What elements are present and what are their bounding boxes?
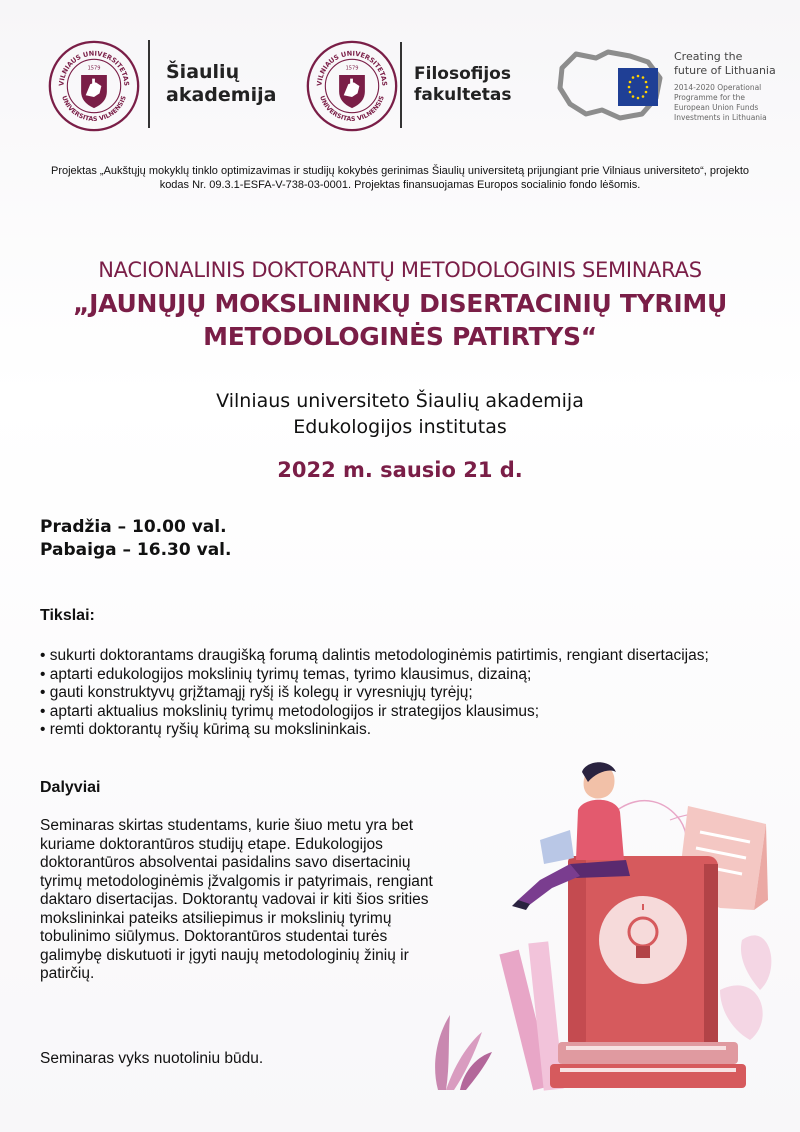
goal-item: • aptarti aktualius mokslinių tyrimų metodologijos ir strategijos klausimus; bbox=[40, 702, 540, 720]
end-time: Pabaiga – 16.30 val. bbox=[40, 540, 232, 560]
logo-filosofijos-fakultetas: Filosofijos fakultetas bbox=[414, 64, 512, 105]
student-on-books-illustration bbox=[420, 760, 800, 1100]
plant-icon bbox=[435, 1015, 492, 1090]
eu-programme: 2014-2020 Operational Programme for the European Union Funds Investments in Lithuania bbox=[674, 83, 767, 122]
divider-line bbox=[148, 40, 150, 128]
laptop-icon bbox=[540, 830, 574, 864]
seminar-title-line2: „JAUNŲJŲ MOKSLININKŲ DISERTACINIŲ TYRIMŲ bbox=[73, 289, 727, 318]
seminar-title-line1: NACIONALINIS DOKTORANTŲ METODOLOGINIS SEMINARAS bbox=[98, 258, 702, 282]
institution-line2: Edukologijos institutas bbox=[293, 416, 507, 438]
seal-year: 1579 bbox=[87, 65, 101, 72]
participants-heading: Dalyviai bbox=[40, 779, 101, 796]
book-stack bbox=[550, 1042, 746, 1088]
institution bbox=[0, 388, 800, 440]
eu-flag-icon bbox=[618, 68, 658, 106]
vu-seal-logo bbox=[306, 40, 398, 132]
big-book bbox=[568, 856, 718, 1046]
logo-siauliu-akademija: Šiaulių akademija bbox=[166, 61, 277, 106]
seal-year: 1579 bbox=[345, 65, 359, 72]
eu-slogan: Creating the future of Lithuania bbox=[674, 50, 776, 77]
seal-bottom-text: UNIVERSITAS VILNENSIS bbox=[318, 94, 386, 124]
goal-item: • aptarti edukologijos mokslinių tyrimų temas, tyrimo klausimus, dizainą; bbox=[40, 665, 532, 683]
seal-top-text: VILNIAUS UNIVERSITETAS bbox=[315, 49, 389, 87]
goal-item: • remti doktorantų ryšių kūrimą su mokslininkais. bbox=[40, 721, 372, 738]
seal-bottom-text: UNIVERSITAS VILNENSIS bbox=[60, 94, 128, 124]
start-time: Pradžia – 10.00 val. bbox=[40, 517, 227, 537]
event-times bbox=[40, 516, 231, 562]
divider-line bbox=[400, 42, 402, 128]
vu-seal-logo bbox=[48, 40, 140, 132]
project-note: Projektas „Aukštųjų mokyklų tinklo optimizavimas ir studijų kokybės gerinimas Šiaulių universitetą prijungiant prie Vilniaus universiteto“, projekto kodas Nr. 09.3.1-ESFA-V-738-03-0001. Projektas finansuojamas Europos socialinio fondo lėšomis. bbox=[51, 165, 749, 191]
seminar-title-line3: METODOLOGINĖS PATIRTYS“ bbox=[203, 322, 597, 351]
goals-heading: Tikslai: bbox=[40, 607, 95, 624]
participants-text: Seminaras skirtas studentams, kurie šiuo metu yra bet kuriame doktorantūros studijų etape. Edukologijos doktorantūros absolventai pasidalins savo disertacinių tyrimų metodologinėmis įžvalgomis ir patyrimais, rengiant daktaro disertacijas. Doktorantų vadovai ir kiti šios srities mokslininkai pateiks atsiliepimus ir mokslinių tyrimų tobulinimo siūlymus. Doktorantūros studentai turės galimybę diskutuoti ir įgyti naujų metodologinių žinių ir patirčių. bbox=[40, 817, 433, 982]
goal-item: • sukurti doktorantams draugišką forumą dalintis metodologinėmis patirtimis, rengiant disertacijas; bbox=[40, 647, 709, 664]
seal-top-text: VILNIAUS UNIVERSITETAS bbox=[57, 49, 131, 87]
institution-line1: Vilniaus universiteto Šiaulių akademija bbox=[216, 390, 584, 412]
event-date: 2022 m. sausio 21 d. bbox=[277, 458, 523, 482]
goals-list bbox=[40, 647, 740, 740]
remote-note: Seminaras vyks nuotoliniu būdu. bbox=[40, 1050, 264, 1067]
lithuania-map-logo bbox=[556, 48, 666, 124]
eu-funds-logo-text bbox=[674, 50, 794, 123]
goal-item: • gauti konstruktyvų grįžtamąjį ryšį iš kolegų ir vyresniųjų tyrėjų; bbox=[40, 684, 473, 701]
